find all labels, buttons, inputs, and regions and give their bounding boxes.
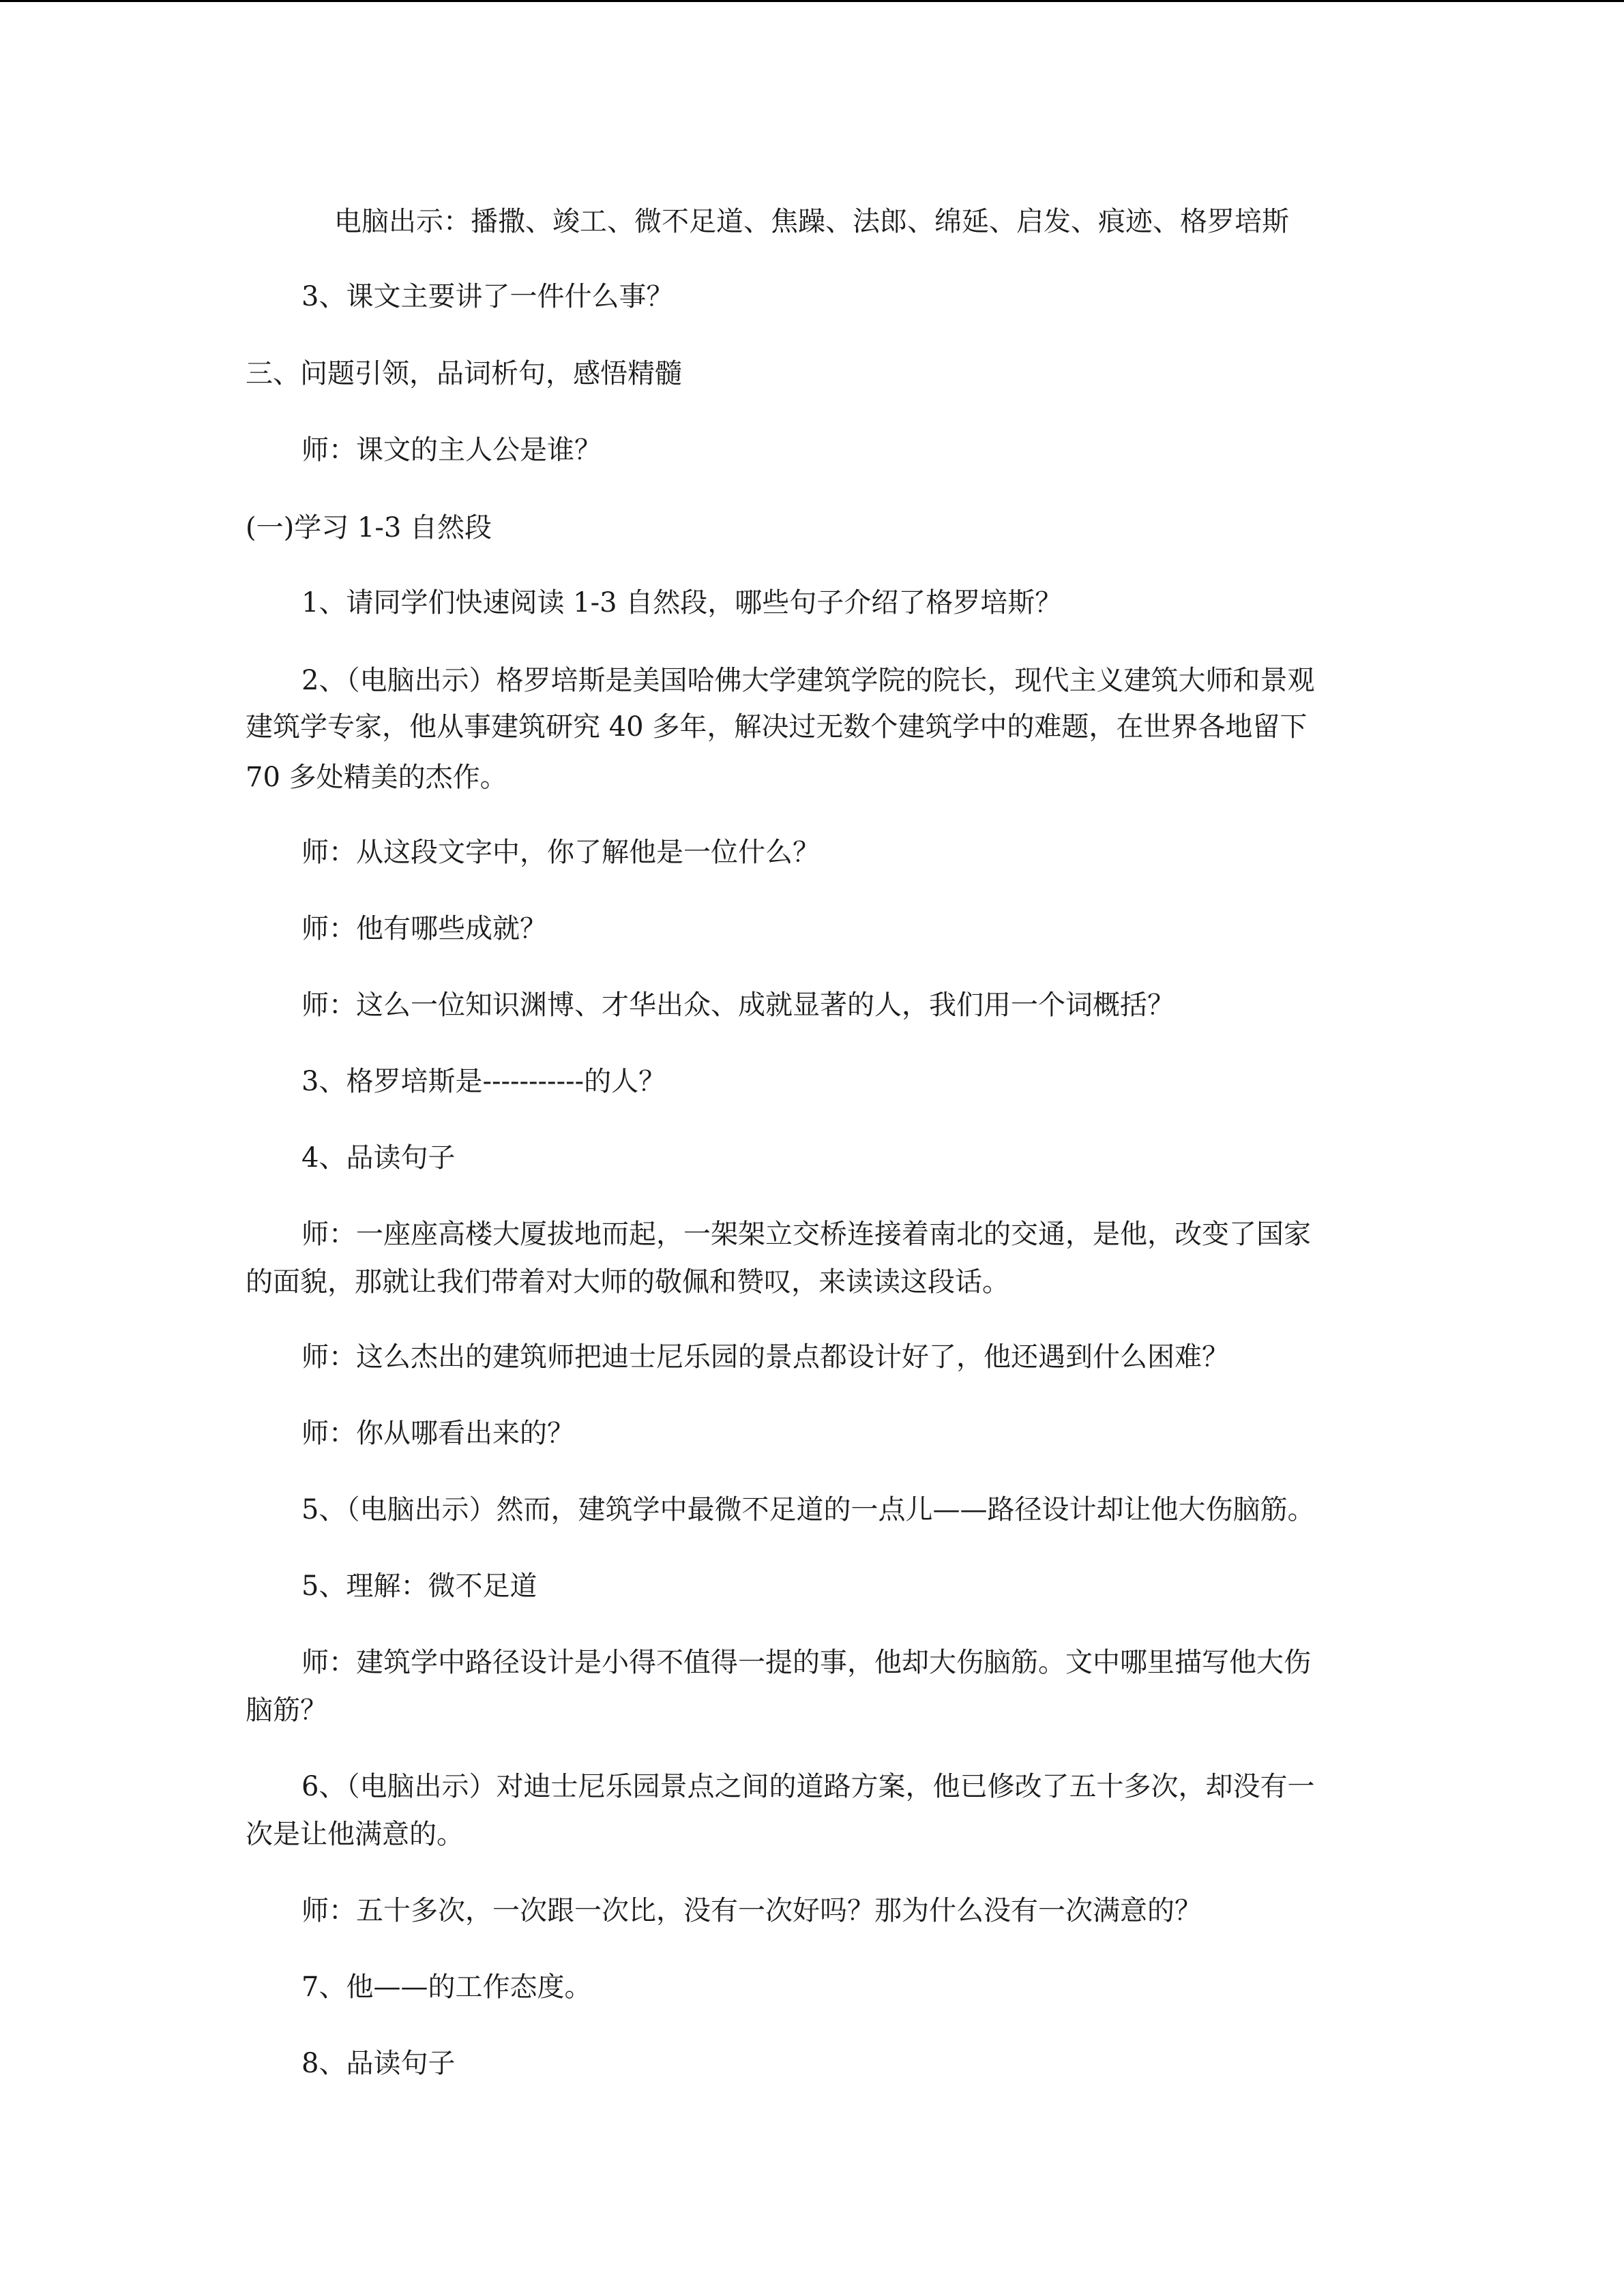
teacher-statement-line-1: 师：一座座高楼大厦拔地而起，一架架立交桥连接着南北的交通，是他，改变了国家 [301, 1219, 1311, 1250]
teacher-question-fifty-times: 师：五十多次，一次跟一次比，没有一次好吗？那为什么没有一次满意的？ [301, 1895, 1202, 1926]
question-main-event: 3、课文主要讲了一件什么事？ [301, 281, 674, 312]
teacher-question-who: 师：从这段文字中，你了解他是一位什么？ [301, 837, 820, 868]
item-5-understand: 5、理解：微不足道 [301, 1570, 537, 1602]
teacher-statement-path-line-1: 师：建筑学中路径设计是小得不值得一提的事，他却大伤脑筋。文中哪里描写他大伤 [301, 1647, 1311, 1678]
teacher-question-protagonist: 师：课文的主人公是谁？ [301, 434, 602, 466]
item-1: 1、请同学们快速阅读 1-3 自然段，哪些句子介绍了格罗培斯？ [301, 587, 1063, 618]
teacher-question-difficulty: 师：这么杰出的建筑师把迪士尼乐园的景点都设计好了，他还遇到什么困难？ [301, 1341, 1229, 1373]
item-2-line-1: 2、（电脑出示）格罗培斯是美国哈佛大学建筑学院的院长，现代主义建筑大师和景观 [301, 665, 1315, 696]
item-2-line-3: 70 多处精美的杰作。 [246, 762, 507, 793]
item-7: 7、他——的工作态度。 [301, 1971, 592, 2003]
item-4: 4、品读句子 [301, 1142, 456, 1174]
item-2-line-2: 建筑学专家，他从事建筑研究 40 多年，解决过无数个建筑学中的难题，在世界各地留下 [246, 711, 1308, 743]
teacher-statement-line-2: 的面貌，那就让我们带着对大师的敬佩和赞叹，来读读这段话。 [246, 1266, 1009, 1298]
section-heading-3: 三、问题引领，品词析句，感悟精髓 [246, 358, 682, 389]
teacher-question-summary-word: 师：这么一位知识渊博、才华出众、成就显著的人，我们用一个词概括？ [301, 989, 1175, 1021]
teacher-statement-path-line-2: 脑筋？ [246, 1695, 327, 1726]
teacher-question-where: 师：你从哪看出来的？ [301, 1418, 574, 1449]
item-8: 8、品读句子 [301, 2048, 456, 2079]
vocab-line: 电脑出示：播撒、竣工、微不足道、焦躁、法郎、绵延、启发、痕迹、格罗培斯 [334, 206, 1289, 237]
item-5-sentence: 5、（电脑出示）然而，建筑学中最微不足道的一点儿——路径设计却让他大伤脑筋。 [301, 1494, 1315, 1525]
item-3: 3、格罗培斯是-----------的人？ [301, 1066, 666, 1097]
subsection-heading-1: (一)学习 1-3 自然段 [246, 512, 492, 543]
item-6-line-1: 6、（电脑出示）对迪士尼乐园景点之间的道路方案，他已修改了五十多次，却没有一 [301, 1771, 1315, 1802]
item-6-line-2: 次是让他满意的。 [246, 1819, 464, 1850]
teacher-question-achievements: 师：他有哪些成就？ [301, 913, 547, 944]
